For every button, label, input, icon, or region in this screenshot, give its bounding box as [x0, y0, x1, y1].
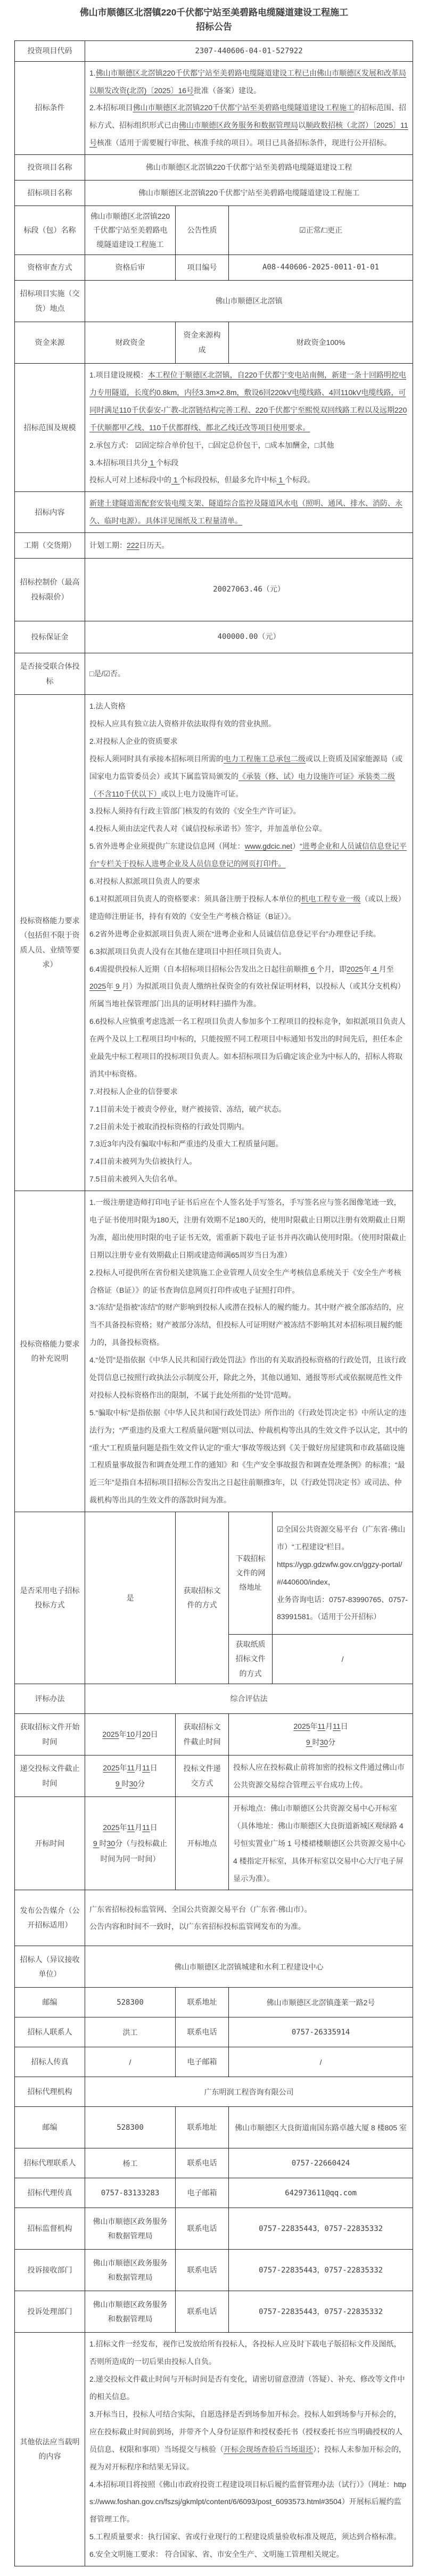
- table-row: [15, 281, 413, 322]
- other-content-text: 1.招标文件一经发布，视作已发放给所有投标人，各投标人应及时下载电子版招标文件及图纸，否则所造成的一切后果由投标人自负。 2.递交投标文件截止时间与开标时间是否有变化，请密切留意澄清（答疑）、补充、修改等文件中的相关信息。 3.开标当日，投标人可结合实际，自愿选择是否到场参加开标会。投标人如到场参与开标会的，应在投标截止时间前到场，并带齐个人身份证原件和授权委托书（授权委托书应当明确授权的人员信息、权限和事项）当场提交与核验（开标会现场查验后当场退还）；投标人未参加开标会的，视为对开标程序和结果无异议。 4.本招标项目将按照《佛山市政府投资工程建设项目标后履约监督管理办法（试行）》（网址：https://www.foshan.gov.cn/fszsj/gkmlpt/content/6/6093/post_6093573.html#3504）开展标后履约监督管理工作。 5.工程质量要求：执行国家、省或行业现行的工程建设质量验收标准及规范，须达到合格标准。 6.安全文明施工要求： 符合国家、省、市安全生产、文明施工管理相关规定。: [85, 2333, 413, 2566]
- table-row: [15, 61, 413, 154]
- table-row: [15, 1946, 413, 1988]
- duration-value: 计划工期：222日历天。: [85, 533, 413, 559]
- opening-time-label: 开标时间: [15, 1797, 85, 1890]
- bid-bond-label: 投标保证金: [15, 621, 85, 653]
- agency-email-label: 电子邮箱: [176, 2178, 229, 2208]
- table-row: [15, 492, 413, 533]
- table-row: [15, 2107, 413, 2148]
- table-row: [15, 533, 413, 559]
- doc-paper-label: 获取纸质招标文件的方式: [229, 1635, 273, 1684]
- scope-text: 1.项目建设规模：本工程位于顺德区北滘镇，自220千伏都宁变电站南侧，新建一条十回路明挖电力专用隧道，长度约0.8km，内径3.3m×2.8m，敷设6回220kV电缆线路、4回110kV电缆线路，可同时满足110千伏泰安-广教-北滘链结构完善工程、220千伏都宁至熙悦双回线路工程以及远期220千伏顺都甲乙线、110千伏都群线、都北乙线迁改等项目使用要求。 2.承包方式： ☑固定综合单价包干，□固定总价包干，□成本加酬金，□其他 3.本招标项目共分 1 个标段 投标人可对上述标段中的 1 个标段投标，但最多允许中标 1 个标段。: [85, 364, 413, 492]
- tenderer-fax-label: 招标人传真: [15, 2047, 85, 2077]
- media-text: 广东省招标投标监管网、全国公共资源交易平台（广东省·佛山市）。 公告内容和时间不一致时，以广东省招标投标监管网发布的为准。: [85, 1890, 413, 1946]
- complaint-handle-value: 佛山市顺德区政务服务和数据管理局: [85, 2291, 176, 2333]
- tenderer-contact-value: 洪工: [85, 2017, 176, 2047]
- content-text: 新建土建隧道需配套安装电缆支架、隧道综合监控及隧道风水电（照明、通风、排水、消防、永久、临时电源）。具体详见图纸及工程量清单。: [85, 492, 413, 533]
- consortium-label: 是否接受联合体投标: [15, 653, 85, 695]
- agency-label: 招标代理机构: [15, 2077, 85, 2107]
- agency-fax-value: 0757-83133283: [85, 2178, 176, 2208]
- tenderer-label: 招标人（异议接收单位）: [15, 1946, 85, 1988]
- supervisor-phone-label: 联系电话: [176, 2208, 229, 2250]
- doc-deadline-value: 2025年11月11日 9 时30分: [229, 1714, 413, 1755]
- supervisor-label: 招标监督机构: [15, 2208, 85, 2250]
- opening-place-value: 开标地点：佛山市顺德区公共资源交易中心开标室（具体地址：佛山市顺德区大良街道新城区观绿路 4 号恒实置业广场 1 号楼裙楼顺德区公共资源交易中心 4 楼指定开标室，具体开标室以交易中心大厅电子屏显示为准）。: [229, 1797, 413, 1890]
- table-row: [15, 2017, 413, 2047]
- scope-label: 招标范围及规模: [15, 364, 85, 492]
- location-value: 佛山市顺德区北滘镇: [85, 281, 413, 322]
- table-row: [15, 181, 413, 206]
- table-row: [15, 206, 413, 255]
- table-row: [15, 322, 413, 364]
- doc-paper-value: /: [273, 1635, 413, 1684]
- table-row: [15, 2148, 413, 2178]
- complaint-handle-phone-label: 联系电话: [176, 2291, 229, 2333]
- agency-contact-label: 招标代理联系人: [15, 2148, 85, 2178]
- tenderer-email-value: /: [229, 2047, 413, 2077]
- agency-email-value: 642973611@qq.com: [229, 2178, 413, 2208]
- media-label: 发布公告媒介（公开招标适用）: [15, 1890, 85, 1946]
- notice-nature-value: ☑正常/□更正: [229, 206, 413, 255]
- agency-contact-value: 杨工: [85, 2148, 176, 2178]
- table-row: [15, 2291, 413, 2333]
- tenderer-postcode-label: 邮编: [15, 1988, 85, 2017]
- page-title-line2: 招标公告: [196, 22, 232, 32]
- qualification-req-label: 投标资格能力要求（包括但不限于资质人员、业绩等要求）: [15, 695, 85, 1191]
- qualification-review-value: 资格后审: [85, 255, 176, 281]
- tenderer-value: 佛山市顺德区北滘镇城建和水利工程建设中心: [85, 1946, 413, 1988]
- doc-download-label: 下载招标文件的网络地址: [229, 1512, 273, 1635]
- qualification-notes-text: 1.一级注册建造师打印电子证书后应在个人签名处手写签名，手写签名应与签名图像笔迹一致，电子证书使用时限为180天，注册有效期不足180天的，使用时限截止日期以注册有效期截止日期为准，超出使用时限的电子证书无效，需重新下载电子证书并再次确认使用时限。（使用时限截止日期以注册专业有效期截止日期或建造师满65周岁当日为准） 2.投标人可提供所在省份相关建筑施工企业管理人员安全生产考核信息系统关于《安全生产考核合格证（B证）》的证书查询信息网页打印件或电子证照打印件。 3.“冻结”是指被“冻结”的财产影响到投标人或潜在投标人的履约能力。其中财产被全部冻结的，应当不具备投标资格；财产被部分冻结，但投标人可证明财产被冻结不影响其对本招标项目履约能力的，具备投标资格。 4.“处罚”是指依据《中华人民共和国行政处罚法》作出的有关取消投标资格的行政处罚，且该行政处罚信息已按照行政执法公示制度公开，除此之外，其他以通知、通报等形式或依据规范性文件对投标人投标资格作出的限制，不属于此处所指的“处罚”范畴。 5.“骗取中标”是指依据《中华人民共和国行政处罚法》所作出的《行政处罚决定书》中所认定的违法行为；“严重违约及重大工程质量问题”则以司法、仲裁机构等出具的生效文件予以认定，其中的“重大”工程质量问题是指生效文件认定的“重大”事故等级达到《关于做好房屋建筑和市政基础设施工程质量事故报告和调查处理工作的通知》和《生产安全事故报告和调查处理条例》的标准；“最近三年”是指自本招标项目招标公告发出之日起往前顺推3年，以《行政处罚决定书》或司法、仲裁机构等出具的生效文件的落款时间为准。: [85, 1191, 413, 1512]
- e-bidding-label: 是否采用电子招标投标方式: [15, 1512, 85, 1684]
- duration-label: 工期（交货期）: [15, 533, 85, 559]
- tenderer-postcode-value: 528300: [85, 1988, 176, 2017]
- project-number-label: 项目编号: [176, 255, 229, 281]
- table-row: [15, 1755, 413, 1797]
- agency-address-value: 佛山市顺德区大良街道南国东路卓越大厦 8 楼805 室: [229, 2107, 413, 2148]
- tenderer-address-value: 佛山市顺德区北滘镇蓬莱一路2号: [229, 1988, 413, 2017]
- complaint-handle-phone-value: 0757-22835443，0757-22835332: [229, 2291, 413, 2333]
- table-row: [15, 155, 413, 181]
- tenderer-contact-label: 招标人联系人: [15, 2017, 85, 2047]
- opening-place-label: 开标地点: [176, 1797, 229, 1890]
- complaint-receive-phone-value: 0757-22835443，0757-22835332: [229, 2250, 413, 2291]
- doc-obtain-label: 获取招标文件的方式: [176, 1512, 229, 1684]
- qualification-notes-label: 投标资格能力要求的补充说明: [15, 1191, 85, 1512]
- agency-address-label: 联系地址: [176, 2107, 229, 2148]
- table-row: [15, 1684, 413, 1714]
- control-price-label: 招标控制价（最高投标限价）: [15, 559, 85, 621]
- agency-value: 广东明润工程咨询有限公司: [85, 2077, 413, 2107]
- table-row: [15, 2208, 413, 2250]
- table-row: [15, 41, 413, 61]
- table-row: [15, 1191, 413, 1512]
- tenderer-address-label: 联系地址: [176, 1988, 229, 2017]
- complaint-receive-phone-label: 联系电话: [176, 2250, 229, 2291]
- investment-code-value: 2307-440606-04-01-527922: [85, 41, 413, 61]
- tender-project-name-value: 佛山市顺德区北滘镇220千伏都宁站至美碧路电缆隧道建设工程施工: [85, 181, 413, 206]
- tenderer-phone-value: 0757-26335914: [229, 2017, 413, 2047]
- fund-composition-label: 资金来源构成: [176, 322, 229, 364]
- table-row: [15, 621, 413, 653]
- tenderer-email-label: 电子邮箱: [176, 2047, 229, 2077]
- project-number-value: A08-440606-2025-0011-01-01: [229, 255, 413, 281]
- complaint-receive-value: 佛山市顺德区政务服务和数据管理局: [85, 2250, 176, 2291]
- tenderer-phone-label: 联系电话: [176, 2017, 229, 2047]
- agency-postcode-label: 邮编: [15, 2107, 85, 2148]
- tender-conditions-label: 招标条件: [15, 61, 85, 154]
- doc-deadline-label: 获取招标文件截止时间: [176, 1714, 229, 1755]
- complaint-receive-label: 投诉接收部门: [15, 2250, 85, 2291]
- table-row: [15, 1797, 413, 1890]
- consortium-value: □是/☑否。: [85, 653, 413, 695]
- bid-submit-method-label: 投标文件递交方式: [176, 1755, 229, 1797]
- table-row: [15, 2333, 413, 2566]
- content-label: 招标内容: [15, 492, 85, 533]
- opening-time-value: 2025年11月11日 9 时30分（与投标截止时间为同一时间）: [85, 1797, 176, 1890]
- fund-composition-value: 财政资金100%: [229, 322, 413, 364]
- qualification-req-text: 1.法人资格 投标人应具有独立法人资格并依法取得有效的营业执照。 2.对投标人企业的资质要求 投标人须同时具有承接本招标项目所需的电力工程施工总承包二级或以上资质及国家能源局（或国家电力监管委员会）或其下属监管局颁发的《承装（修、试）电力设施许可证》承装类二级（不含110千伏以下）或以上电力设施许可证。 3.投标人须持有行政主管部门核发的有效的《安全生产许可证》。 4.投标人须由法定代表人对《诚信投标承诺书》签字，并加盖单位公章。 5.省外进粤企业须提供广东建设信息网（网址：www.gdcic.net）“进粤企业和人员诚信信息登记平台”专栏关于投标人进粤企业及人员信息登记的网页打印件。 6.对投标人拟派项目负责人的要求 6.1对拟派项目负责人的资格要求：须具备注册于投标人本单位的机电工程专业一级（或以上级）建造师注册证书，持有有效的《安全生产考核合格证（B证）》。 6.2省外进粤企业拟派项目负责人须在“进粤企业和人员诚信信息登记平台”办理登记手续。 6.3拟派项目负责人没有在其他在建项目中担任项目负责人。 6.4需提供投标人近期（自本招标项目招标公告发出之日起往前顺推 6 个月，即2025年 4 月至2025年 9 月）为拟派项目负责人缴纳社保资金的有效社保证明材料，以投标人（或其分支机构）所属当地社保管理部门出具的证明材料扫描件为准。 6.6投标人应慎重考虑选派一名工程项目负责人参加多个工程项目的投标竞争，如拟派项目负责人在两个及以上工程项目均中标的，只能按照不同工程项目中标通知书发出的时间先后，担任本企业最先中标工程项目的投标项目负责人。如本招标项目为后确定该企业为中标人的，招标人将取消其中标资格。 7.对投标人企业的信誉要求 7.1目前未处于被责令停业，财产被接管、冻结，破产状态。 7.2目前未处于被取消投标资格的行政处罚期内。 7.3近3年内没有骗取中标和严重违约及重大工程质量问题。 7.4目前未被列为失信被执行人。 7.5目前未被列入失信名单。: [85, 695, 413, 1191]
- complaint-handle-label: 投诉处理部门: [15, 2291, 85, 2333]
- page-title: [0, 0, 428, 34]
- bid-submit-method-value: 投标人应在投标截止前将加密的投标文件通过佛山市公共资源交易综合管理云平台成功上传。: [229, 1755, 413, 1797]
- table-row: [15, 1512, 413, 1635]
- agency-fax-label: 招标代理传真: [15, 2178, 85, 2208]
- table-row: [15, 364, 413, 492]
- section-name-label: 标段（包）名称: [15, 206, 85, 255]
- table-row: [15, 1890, 413, 1946]
- bid-deadline-value: 2025年11月11日 9 时30分: [85, 1755, 176, 1797]
- table-row: [15, 2077, 413, 2107]
- supervisor-value: 佛山市顺德区政务服务和数据管理局: [85, 2208, 176, 2250]
- fund-source-value: 财政资金: [85, 322, 176, 364]
- supervisor-phone-value: 0757-22835443，0757-22835332: [229, 2208, 413, 2250]
- bid-deadline-label: 递交投标文件截止时间: [15, 1755, 85, 1797]
- table-row: [15, 653, 413, 695]
- agency-phone-label: 联系电话: [176, 2148, 229, 2178]
- evaluation-label: 评标办法: [15, 1684, 85, 1714]
- bid-bond-value: 400000.00（元）: [85, 621, 413, 653]
- table-row: [15, 695, 413, 1191]
- table-row: [15, 1988, 413, 2017]
- investment-code-label: 投资项目代码: [15, 41, 85, 61]
- other-content-label: 其他依法应当载明的内容: [15, 2333, 85, 2566]
- page-title-line1: 佛山市顺德区北滘镇220千伏都宁站至美碧路电缆隧道建设工程施工: [79, 7, 349, 18]
- tender-conditions-text: 1.佛山市顺德区北滘镇220千伏都宁站至美碧路电缆隧道建设工程已由佛山市顺德区发展和改革局以顺发改资(北滘)〔2025〕16号批准（备案）建设。 2.本招标项目佛山市顺德区北滘镇220千伏都宁站至美碧路电缆隧道建设工程施工的招标范围、招标方式、招标组织形式已由佛山市顺德区政务服务和数据管理局以顺政数招核（北滘）〔2025〕11号核准（适用于需要履行审批、核准手续的项目）。项目已具备招标条件，现进行公开招标。: [85, 61, 413, 154]
- location-label: 招标项目实施（交货）地点: [15, 281, 85, 322]
- evaluation-value: 综合评估法: [85, 1684, 413, 1714]
- announcement-table: [14, 40, 413, 2566]
- agency-postcode-value: 528300: [85, 2107, 176, 2148]
- table-row: [15, 2047, 413, 2077]
- tender-project-name-label: 招标项目名称: [15, 181, 85, 206]
- section-name-value: 佛山市顺德区北滘镇220千伏都宁站至美碧路电缆隧道建设工程施工: [85, 206, 176, 255]
- fund-source-label: 资金来源: [15, 322, 85, 364]
- control-price-value: 20027063.46（元）: [85, 559, 413, 621]
- doc-start-value: 2025年10月20日: [85, 1714, 176, 1755]
- notice-nature-label: 公告性质: [176, 206, 229, 255]
- table-row: [15, 2178, 413, 2208]
- table-row: [15, 255, 413, 281]
- qualification-review-label: 资格审查方式: [15, 255, 85, 281]
- doc-download-value: ☑全国公共资源交易平台（广东省·佛山市）“工程建设”栏目。 https://ygp.gdzwfw.gov.cn/ggzy-portal/#/440600/index， 业务咨询电话：0757-83990765、0757-83991581。（适用于公开招标）: [273, 1512, 413, 1635]
- table-row: [15, 2250, 413, 2291]
- table-row: [15, 1714, 413, 1755]
- table-row: [15, 559, 413, 621]
- tenderer-fax-value: /: [85, 2047, 176, 2077]
- doc-start-label: 获取招标文件开始时间: [15, 1714, 85, 1755]
- agency-phone-value: 0757-22660424: [229, 2148, 413, 2178]
- investment-name-value: 佛山市顺德区北滘镇220千伏都宁站至美碧路电缆隧道建设工程: [85, 155, 413, 181]
- investment-name-label: 投资项目名称: [15, 155, 85, 181]
- e-bidding-value: 是: [85, 1512, 176, 1684]
